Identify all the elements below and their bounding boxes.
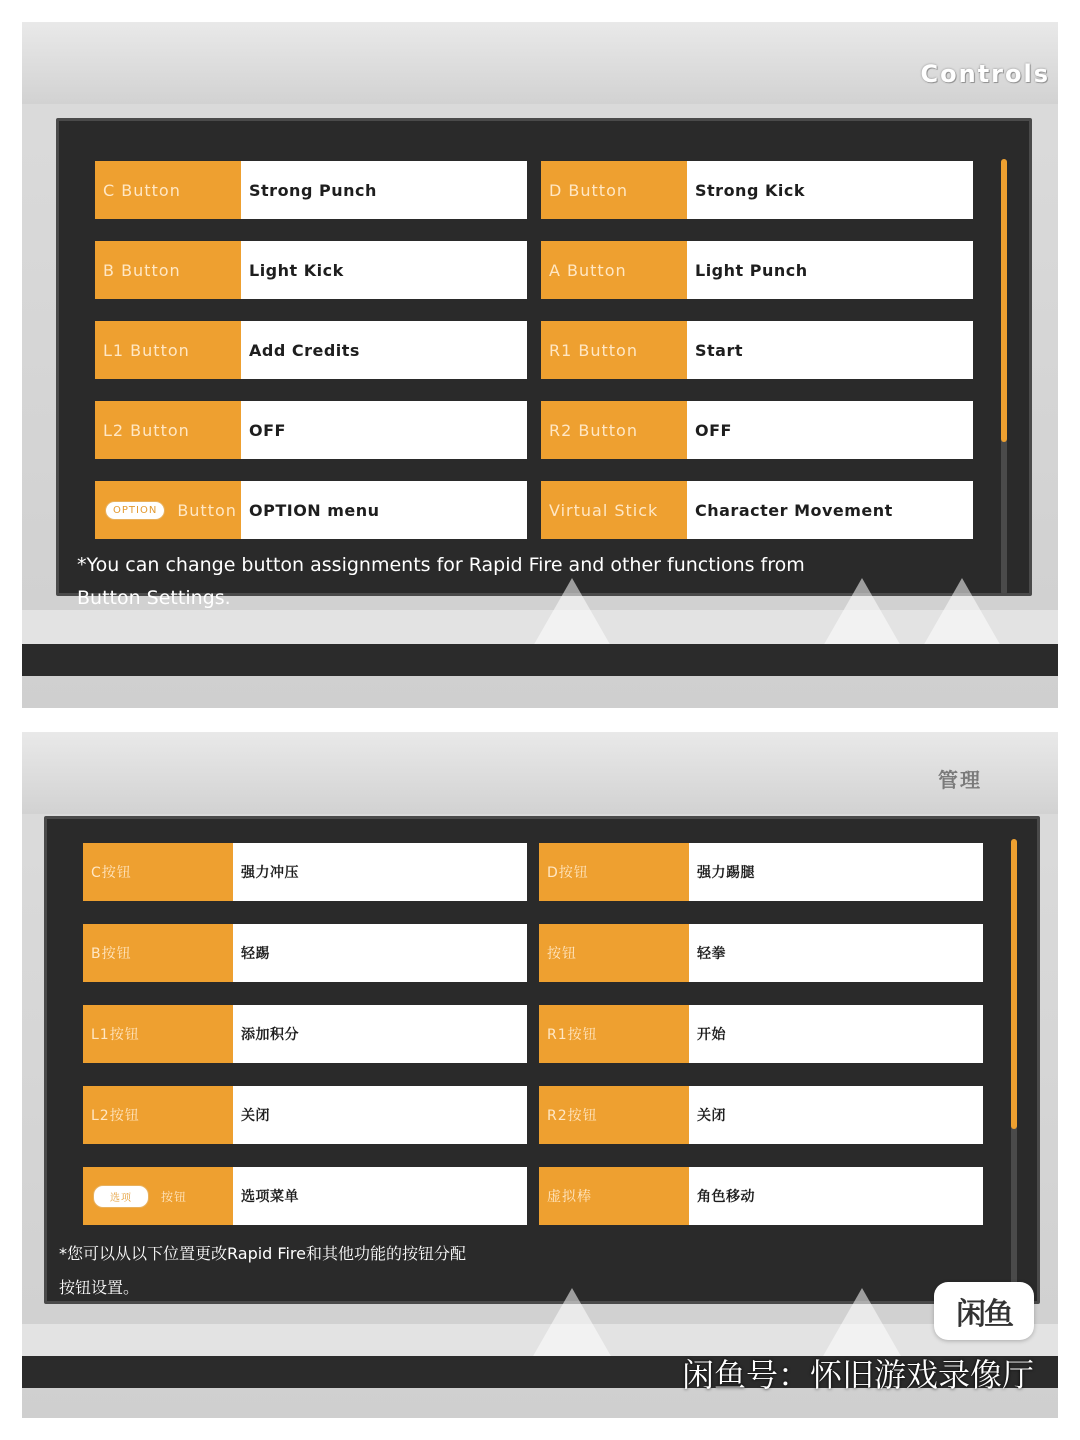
- button-assignment: 选项菜单: [233, 1167, 527, 1225]
- footnote-line2: 按钮设置。: [59, 1278, 140, 1297]
- bottom-bar: [22, 644, 1058, 676]
- control-row-l2[interactable]: [83, 1086, 527, 1144]
- control-row-a[interactable]: [541, 241, 973, 299]
- footnote: [77, 549, 805, 615]
- control-row-b[interactable]: [83, 924, 527, 982]
- option-button-icon: OPTION: [105, 501, 165, 520]
- button-key-label: B Button: [95, 241, 241, 299]
- button-assignment: OFF: [241, 401, 527, 459]
- screen-header: [22, 22, 1058, 104]
- footnote-line2: Button Settings.: [77, 587, 231, 609]
- button-assignment: 关闭: [689, 1086, 983, 1144]
- button-key-label: Virtual Stick: [541, 481, 687, 539]
- button-key-label: [83, 1167, 233, 1225]
- button-assignment: 添加积分: [233, 1005, 527, 1063]
- footnote: [59, 1237, 466, 1305]
- button-key-label: L2 Button: [95, 401, 241, 459]
- button-key-label: R1按钮: [539, 1005, 689, 1063]
- controls-panel: [44, 816, 1040, 1304]
- button-key-label: [95, 481, 241, 539]
- button-assignment: 强力冲压: [233, 843, 527, 901]
- button-key-label: 按钮: [539, 924, 689, 982]
- screen-title: 管理: [938, 768, 982, 792]
- control-row-c[interactable]: [95, 161, 527, 219]
- button-assignment: Character Movement: [687, 481, 973, 539]
- screen-header: [22, 732, 1058, 814]
- button-assignment: Add Credits: [241, 321, 527, 379]
- control-row-r1[interactable]: [541, 321, 973, 379]
- button-key-text: 按钮: [161, 1189, 188, 1204]
- control-row-r2[interactable]: [541, 401, 973, 459]
- button-key-label: D Button: [541, 161, 687, 219]
- button-assignment: Start: [687, 321, 973, 379]
- button-key-label: L1按钮: [83, 1005, 233, 1063]
- button-assignment: OFF: [687, 401, 973, 459]
- decorative-triangle: [532, 578, 612, 648]
- control-row-d[interactable]: [541, 161, 973, 219]
- footnote-line1: *You can change button assignments for Rapid Fire and other functions from: [77, 554, 805, 576]
- scrollbar-thumb[interactable]: [1011, 839, 1017, 1129]
- scrollbar-thumb[interactable]: [1001, 159, 1007, 442]
- control-row-a[interactable]: [539, 924, 983, 982]
- button-key-label: B按钮: [83, 924, 233, 982]
- button-assignment: Light Punch: [687, 241, 973, 299]
- button-assignment: 角色移动: [689, 1167, 983, 1225]
- scrollbar[interactable]: [1011, 839, 1017, 1285]
- control-row-c[interactable]: [83, 843, 527, 901]
- decorative-triangle: [532, 1288, 612, 1358]
- button-key-label: D按钮: [539, 843, 689, 901]
- button-assignment: 开始: [689, 1005, 983, 1063]
- button-key-label: C Button: [95, 161, 241, 219]
- button-key-text: Button: [177, 500, 237, 520]
- button-key-label: C按钮: [83, 843, 233, 901]
- top-game-screen: [22, 22, 1058, 708]
- control-row-virtual-stick[interactable]: [541, 481, 973, 539]
- control-row-d[interactable]: [539, 843, 983, 901]
- button-assignment: Light Kick: [241, 241, 527, 299]
- control-row-r2[interactable]: [539, 1086, 983, 1144]
- button-assignment: 关闭: [233, 1086, 527, 1144]
- decorative-triangle: [922, 578, 1002, 648]
- button-key-label: R2按钮: [539, 1086, 689, 1144]
- controls-panel: [56, 118, 1032, 609]
- button-key-label: L1 Button: [95, 321, 241, 379]
- scrollbar[interactable]: [1001, 159, 1007, 595]
- button-key-label: L2按钮: [83, 1086, 233, 1144]
- button-key-label: R2 Button: [541, 401, 687, 459]
- option-button-icon: 选项: [93, 1185, 149, 1208]
- control-row-option[interactable]: [83, 1167, 527, 1225]
- control-row-virtual-stick[interactable]: [539, 1167, 983, 1225]
- button-assignment: Strong Punch: [241, 161, 527, 219]
- button-key-label: A Button: [541, 241, 687, 299]
- button-key-label: R1 Button: [541, 321, 687, 379]
- watermark-text: 闲鱼号：怀旧游戏录像厅: [681, 1356, 1034, 1394]
- footnote-line1: *您可以从以下位置更改Rapid Fire和其他功能的按钮分配: [59, 1244, 466, 1263]
- control-row-b[interactable]: [95, 241, 527, 299]
- control-row-option[interactable]: [95, 481, 527, 539]
- bottom-game-screen: [22, 732, 1058, 1418]
- button-assignment: Strong Kick: [687, 161, 973, 219]
- control-row-l1[interactable]: [83, 1005, 527, 1063]
- button-assignment: OPTION menu: [241, 481, 527, 539]
- screen-title: Controls: [920, 60, 1050, 88]
- button-assignment: 强力踢腿: [689, 843, 983, 901]
- control-row-l1[interactable]: [95, 321, 527, 379]
- button-assignment: 轻拳: [689, 924, 983, 982]
- xianyu-logo: 闲鱼: [934, 1282, 1034, 1340]
- control-row-r1[interactable]: [539, 1005, 983, 1063]
- button-key-label: 虚拟棒: [539, 1167, 689, 1225]
- control-row-l2[interactable]: [95, 401, 527, 459]
- button-assignment: 轻踢: [233, 924, 527, 982]
- decorative-triangle: [822, 578, 902, 648]
- decorative-triangle: [822, 1288, 902, 1358]
